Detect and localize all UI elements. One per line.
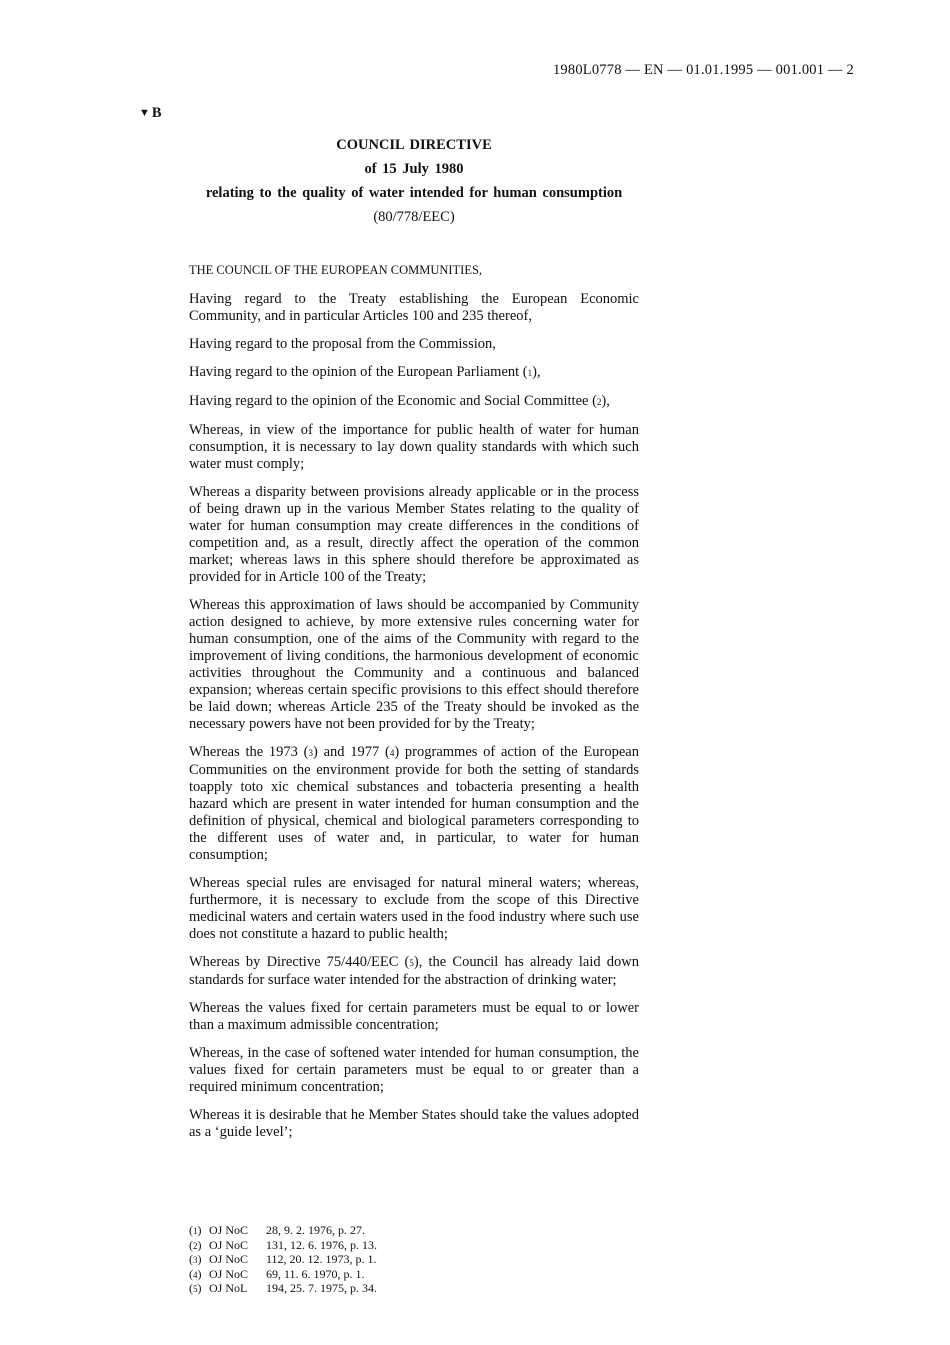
paragraph-committee: Having regard to the opinion of the Economic and Social Committee (2), — [189, 393, 610, 409]
paragraph-whereas-disparity: Whereas a disparity between provisions already applicable or in the process of being drawn up in the various Member States relating to the quality of water for human consumption may create differences in the conditions of competition and, as a result, directly affect the operation of the common market; whereas laws in this sphere should therefore be approximated as provided for in Article 100 of the Treaty; — [189, 484, 639, 585]
title-line-3: relating to the quality of water intended for human consumption — [205, 185, 623, 201]
footnote-item: (1) OJ NoC 28, 9. 2. 1976, p. 27. — [189, 1223, 365, 1237]
paragraph-whereas-guide-level: Whereas it is desirable that he Member States should take the values adopted as a ‘guide level’; — [189, 1107, 639, 1140]
council-heading: THE COUNCIL OF THE EUROPEAN COMMUNITIES, — [189, 263, 483, 277]
directive-number: (80/778/EEC) — [373, 209, 455, 225]
triangle-down-icon: ▼ — [139, 107, 150, 119]
paragraph-whereas-health: Whereas, in view of the importance for public health of water for human consumption, it is necessary to lay down quality standards with which such water must comply; — [189, 422, 639, 472]
footnote-item: (4) OJ NoC 69, 11. 6. 1970, p. 1. — [189, 1266, 365, 1281]
paragraph-parliament: Having regard to the opinion of the European Parliament (1), — [189, 364, 541, 380]
footnote-number: 5 — [193, 1284, 198, 1294]
footnote-detail: 28, 9. 2. 1976, p. 27. — [266, 1223, 365, 1237]
paragraph-proposal: Having regard to the proposal from the Commission, — [189, 336, 496, 352]
footnote-number: 4 — [193, 1269, 198, 1280]
footnote-item: (3) OJ NoC 112, 20. 12. 1973, p. 1. — [189, 1252, 377, 1266]
footnote-ref[interactable]: 3 — [308, 748, 313, 758]
footnote-source: OJ NoC — [209, 1223, 249, 1237]
paragraph-whereas-directive: Whereas by Directive 75/440/EEC (5), the Council has already laid down standards for surface water intended for the abstraction of drinking water; — [189, 954, 639, 988]
footnote-ref[interactable]: 4 — [389, 748, 395, 758]
footnote-number: 2 — [193, 1240, 198, 1251]
paragraph-whereas-special-rules: Whereas special rules are envisaged for natural mineral waters; whereas, furthermore, it is necessary to exclude from the scope of this Directive medicinal waters and certain waters used in the food industry where such use does not constitute a hazard to public health; — [189, 875, 639, 942]
paragraph-whereas-approximation: Whereas this approximation of laws should be accompanied by Community action designed to achieve, by more extensive rules concerning water for human consumption, one of the aims of the Community with regard to the improvement of living conditions, the harmonious development of economic activities throughout the Community and a continuous and balanced expansion; whereas certain specific provisions to this effect should therefore be laid down; whereas Article 235 of the Treaty should be invoked as the necessary powers have not been provided for by the Treaty; — [189, 597, 639, 732]
footnote-number: 3 — [193, 1255, 198, 1265]
directive-title — [189, 133, 639, 229]
footnote-ref[interactable]: 2 — [596, 397, 602, 407]
footnote-source: OJ NoL — [209, 1281, 248, 1295]
footnote-detail: 131, 12. 6. 1976, p. 13. — [266, 1237, 377, 1252]
footnote-number: 1 — [193, 1226, 198, 1236]
footnote-source: OJ NoC — [209, 1252, 249, 1266]
footnote-detail: 69, 11. 6. 1970, p. 1. — [266, 1266, 365, 1281]
marker-label: B — [151, 105, 162, 121]
amendment-marker — [139, 105, 162, 122]
paragraph-whereas-programmes: Whereas the 1973 (3) and 1977 (4) programmes of action of the European Communities on the environment provide for both the setting of standards toapply toto xic chemical substances and tobacteria presenting a health hazard which are present in water intended for human consumption and the definition of physical, chemical and biological parameters corresponding to the different uses of water and, in particular, to water for human consumption; — [189, 744, 639, 863]
title-line-1: COUNCIL DIRECTIVE — [336, 137, 492, 153]
footnote-detail: 194, 25. 7. 1975, p. 34. — [266, 1281, 377, 1295]
footnote-ref[interactable]: 5 — [409, 958, 414, 968]
footnote-item: (5) OJ NoL 194, 25. 7. 1975, p. 34. — [189, 1281, 377, 1295]
paragraph-whereas-softened: Whereas, in the case of softened water intended for human consumption, the values fixed for certain parameters must be equal to or greater than a required minimum concentration; — [189, 1045, 639, 1095]
paragraph-treaty: Having regard to the Treaty establishing the European Economic Community, and in particular Articles 100 and 235 thereof, — [189, 291, 639, 324]
footnote-item: (2) OJ NoC 131, 12. 6. 1976, p. 13. — [189, 1237, 377, 1252]
title-line-2: of 15 July 1980 — [364, 161, 464, 177]
paragraph-whereas-maximum: Whereas the values fixed for certain parameters must be equal to or lower than a maximum admissible concentration; — [189, 1000, 639, 1033]
footnote-ref[interactable]: 1 — [527, 368, 533, 378]
footnotes — [189, 1224, 377, 1297]
preamble — [189, 262, 639, 1152]
footnote-detail: 112, 20. 12. 1973, p. 1. — [266, 1252, 377, 1266]
document-reference: 1980L0778 — EN — 01.01.1995 — 001.001 — 2 — [552, 62, 854, 78]
footnote-source: OJ NoC — [209, 1237, 249, 1252]
footnote-source: OJ NoC — [209, 1266, 249, 1281]
